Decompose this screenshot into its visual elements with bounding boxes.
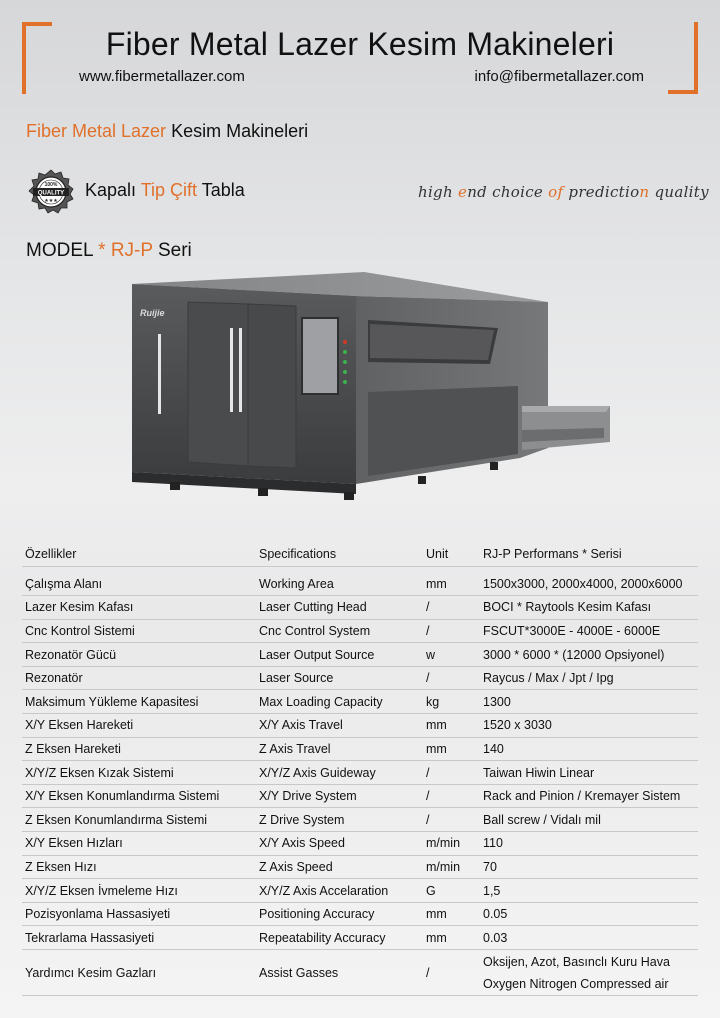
table-cell: Repeatability Accuracy [256,926,423,950]
table-row [22,596,698,620]
table-cell: mm [423,572,480,596]
table-cell: Z Eksen Hızı [22,855,256,879]
table-cell: 110 [480,832,698,856]
tagline-accent: n [639,183,650,201]
table-cell: mm [423,714,480,738]
svg-text:★★★: ★★★ [44,198,58,204]
email-link[interactable]: info@fibermetallazer.com [474,68,644,85]
table-cell: mm [423,902,480,926]
table-cell: m/min [423,855,480,879]
table-cell: / [423,619,480,643]
table-cell: 1300 [480,690,698,714]
subtitle [26,121,308,142]
table-cell: X/Y Axis Speed [256,832,423,856]
tagline-part: quality [649,183,709,201]
table-cell: mm [423,926,480,950]
table-cell: Raycus / Max / Jpt / Ipg [480,666,698,690]
table-cell: Z Axis Speed [256,855,423,879]
table-cell [480,950,698,996]
table-cell: X/Y Eksen Hızları [22,832,256,856]
type-word-2: Tip Çift [140,180,198,200]
table-cell: 140 [480,737,698,761]
laser-cutting-machine-image [118,262,618,502]
table-cell: 0.05 [480,902,698,926]
table-cell: Çalışma Alanı [22,572,256,596]
table-cell: Cnc Kontrol Sistemi [22,619,256,643]
table-cell: X/Y Eksen Hareketi [22,714,256,738]
type-word-1: Kapalı [85,180,141,200]
table-cell: X/Y Eksen Konumlandırma Sistemi [22,784,256,808]
table-cell: Pozisyonlama Hassasiyeti [22,902,256,926]
table-cell: 0.03 [480,926,698,950]
table-cell: Positioning Accuracy [256,902,423,926]
table-row [22,643,698,667]
type-word-3: Tabla [197,180,245,200]
seal-mid-text: QUALITY [37,190,65,197]
table-row [22,855,698,879]
table-row [22,879,698,903]
table-row [22,808,698,832]
tagline-accent: of [548,183,564,201]
table-row [22,902,698,926]
model-code: * RJ-P [98,240,153,261]
table-row [22,832,698,856]
table-cell: 1520 x 3030 [480,714,698,738]
table-cell: G [423,879,480,903]
table-cell: / [423,596,480,620]
table-row [22,950,698,996]
table-cell: Laser Cutting Head [256,596,423,620]
table-cell: / [423,950,480,996]
table-cell: / [423,784,480,808]
tagline-part: predictio [563,183,640,201]
cell-line: Oksijen, Azot, Basınclı Kuru Hava [483,954,670,969]
table-cell: Working Area [256,572,423,596]
table-cell: m/min [423,832,480,856]
table-cell: X/Y/Z Axis Accelaration [256,879,423,903]
table-cell: Laser Source [256,666,423,690]
table-cell: Assist Gasses [256,950,423,996]
table-cell: Cnc Control System [256,619,423,643]
table-cell: / [423,808,480,832]
table-row [22,619,698,643]
table-cell: X/Y Axis Travel [256,714,423,738]
table-cell: Ball screw / Vidalı mil [480,808,698,832]
table-cell: w [423,643,480,667]
table-row [22,714,698,738]
cell-line: Oxygen Nitrogen Compressed air [483,976,669,991]
table-cell: 1,5 [480,879,698,903]
subtitle-black: Kesim Makineleri [166,121,309,141]
table-cell: Z Drive System [256,808,423,832]
header-cell: RJ-P Performans * Serisi [480,543,698,566]
table-cell: Rezonatör Gücü [22,643,256,667]
table-cell: Laser Output Source [256,643,423,667]
tagline-part: high [418,183,458,201]
specifications-table [22,543,698,996]
table-cell: Z Eksen Konumlandırma Sistemi [22,808,256,832]
header-cell: Specifications [256,543,423,566]
table-cell: Taiwan Hiwin Linear [480,761,698,785]
table-row [22,926,698,950]
specifications-table-body [22,543,698,996]
table-header-row [22,543,698,566]
tagline-part: nd choice [467,183,549,201]
seal-top-text: 100% [44,182,58,188]
table-cell: Rezonatör [22,666,256,690]
table-row [22,784,698,808]
model-prefix: MODEL [26,240,99,261]
table-cell: FSCUT*3000E - 4000E - 6000E [480,619,698,643]
model-heading [26,240,192,262]
table-cell: X/Y/Z Eksen İvmeleme Hızı [22,879,256,903]
table-cell: / [423,666,480,690]
table-cell: kg [423,690,480,714]
table-cell: / [423,761,480,785]
brand-logo: Ruijie [140,308,165,318]
table-cell: Z Eksen Hareketi [22,737,256,761]
table-cell: mm [423,737,480,761]
page-title: Fiber Metal Lazer Kesim Makineleri [105,26,615,62]
table-cell: 1500x3000, 2000x4000, 2000x6000 [480,572,698,596]
table-cell: Rack and Pinion / Kremayer Sistem [480,784,698,808]
table-row [22,666,698,690]
table-row [22,761,698,785]
subtitle-orange: Fiber Metal Lazer [26,121,167,141]
table-cell: Yardımcı Kesim Gazları [22,950,256,996]
website-link[interactable]: www.fibermetallazer.com [79,68,245,85]
table-cell: 3000 * 6000 * (12000 Opsiyonel) [480,643,698,667]
type-line [85,180,245,201]
table-row [22,737,698,761]
table-cell: BOCI * Raytools Kesim Kafası [480,596,698,620]
table-cell: X/Y/Z Axis Guideway [256,761,423,785]
header-cell: Özellikler [22,543,256,566]
table-cell: 70 [480,855,698,879]
table-cell: X/Y Drive System [256,784,423,808]
model-suffix: Seri [152,240,192,261]
table-cell: X/Y/Z Eksen Kızak Sistemi [22,761,256,785]
table-row [22,690,698,714]
tagline-accent: e [458,183,468,201]
table-cell: Z Axis Travel [256,737,423,761]
table-row [22,572,698,596]
table-cell: Max Loading Capacity [256,690,423,714]
quality-seal-icon [27,169,75,215]
table-cell: Lazer Kesim Kafası [22,596,256,620]
table-cell: Tekrarlama Hassasiyeti [22,926,256,950]
table-cell: Maksimum Yükleme Kapasitesi [22,690,256,714]
tagline [418,183,709,201]
header-cell: Unit [423,543,480,566]
